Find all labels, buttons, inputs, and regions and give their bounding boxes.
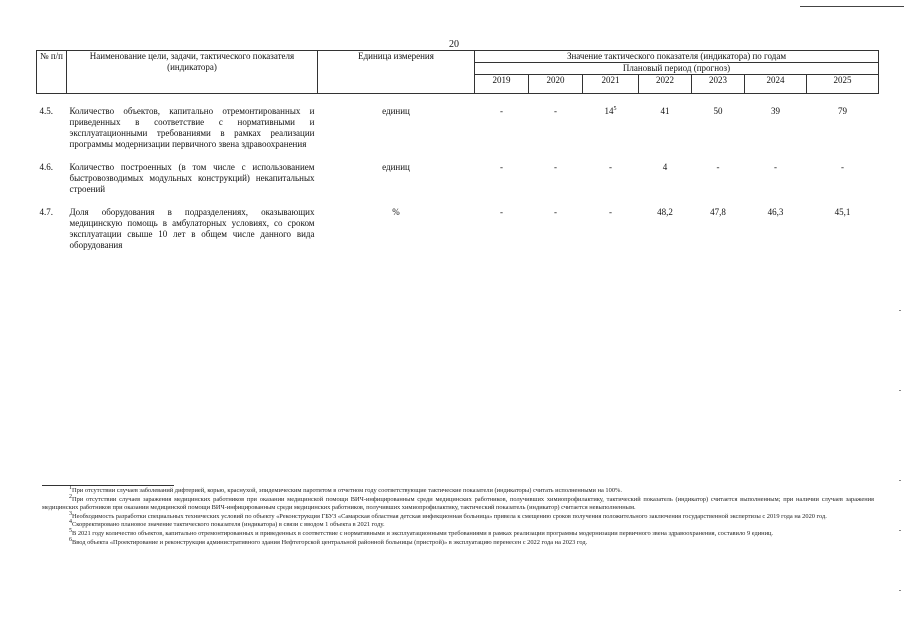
row-value: 50 [713,106,723,116]
row-num: 4.5. [39,106,53,116]
footnote-mark: 2 [69,493,72,500]
row-value: 4 [662,162,668,172]
header-year: 2019 [475,75,529,94]
row-unit: единиц [382,162,410,172]
row-value: - [609,207,612,217]
footnote [42,484,874,496]
footnote-separator [42,485,174,486]
header-year: 2024 [745,75,807,94]
row-unit: единиц [382,106,410,116]
row-num: 4.7. [39,207,53,217]
table-row [37,162,879,195]
row-name: Количество объектов, капитально отремонтированных и приведенных в соответствие с нормативными и эксплуатационными требованиями в рамках реализации программы модернизации первичного звена здравоохранения [69,106,315,149]
scan-margin-marks [891,300,901,620]
footnote [42,493,874,513]
footnote-text: Необходимость разработки специальных технических условий по объекту «Реконструкция ГБУЗ «Самарская областная детская инфекционная больница» привела к смещению сроков получения положительного заключения государственной экспертизы с 2019 года на 2020 год. [72,512,827,520]
header-year: 2023 [692,75,745,94]
footnote-mark: 6 [69,536,72,543]
header-period: Плановый период (прогноз) [475,63,879,75]
row-value: 47,8 [710,207,726,217]
footnote-text: При отсутствии случаев заражения медицинских работников при оказании медицинской помощи ВИЧ-инфицированным среди медицинских работников, получивших химиопрофилактику, тактический показатель (индикатор) считается выполненным; при наличии случаев заражения медицинских работников при оказании медицинской помощи ВИЧ-инфицированным среди медицинских работников, получивших химиопрофилактику, тактический показатель (индикатор) считается невыполненным. [42,495,874,512]
header-year: 2022 [639,75,692,94]
header-row-1 [37,51,879,63]
row-value: - [841,162,844,172]
footnote [42,521,874,530]
footnote-mark: 3 [69,510,72,517]
footnote-text: Скорректировано плановое значение тактического показателя (индикатора) в связи с вводом 1 объекта в 2021 году. [72,521,385,529]
row-value: - [609,162,612,172]
footnote-text: Ввод объекта «Проектирование и реконструкция административного здания Нефтегорской центральной районной больницы (пристрой)» в эксплуатацию перенесен с 2022 года на 2023 год. [72,538,588,546]
row-value: - [554,162,557,172]
footnote-ref: 5 [613,106,617,112]
row-name: Количество построенных (в том числе с использованием быстровозводимых модульных конструкций) некапитальных строений [69,162,315,194]
header-year: 2020 [529,75,583,94]
row-num: 4.6. [39,162,53,172]
footnote-mark: 5 [69,527,72,534]
footnote-text: При отсутствии случаев заболеваний дифтерией, корью, краснухой, эпидемическим паротитом в отчетном году соответствующие тактические показатели (индикаторы) считать исполненными на 100%. [72,487,622,494]
row-value: 48,2 [657,207,673,217]
indicator-table [36,50,879,251]
row-value: - [500,207,503,217]
top-right-rule [800,6,904,7]
row-value: 45,1 [834,207,851,217]
row-value: - [774,162,777,172]
row-value: 39 [771,106,780,116]
row-value: 46,3 [767,207,784,217]
footnote [42,536,874,548]
table-row [37,106,879,150]
table-row [37,207,879,251]
row-value: 41 [660,106,670,116]
header-year: 2025 [807,75,879,94]
header-values-title: Значение тактического показателя (индикатора) по годам [475,51,879,63]
row-value: - [554,106,557,116]
row-value [583,106,639,150]
row-value-text: 14 [604,106,614,116]
footnote-text: В 2021 году количество объектов, капитально отремонтированных и приведенных в соответствие с нормативными и эксплуатационными требованиями в рамках реализации программы модернизации первичного звена здравоохранения, составило 9 единиц. [72,529,774,537]
page-number: 20 [449,39,459,50]
header-year: 2021 [583,75,639,94]
footnote [42,527,874,539]
row-unit: % [392,207,400,217]
footnotes [42,484,874,547]
row-value: - [500,106,503,116]
header-name: Наименование цели, задачи, тактического показателя (индикатора) [67,51,318,94]
row-value: - [554,207,557,217]
header-unit: Единица измерения [318,51,475,94]
footnote-mark: 1 [69,484,72,491]
row-value: 79 [838,106,847,116]
row-value: - [716,162,720,172]
header-num: № п/п [37,51,67,94]
row-name: Доля оборудования в подразделениях, оказывающих медицинскую помощь в амбулаторных условиях, со сроком эксплуатации свыше 10 лет в общем числе данного вида оборудования [69,207,315,250]
footnote-mark: 4 [69,519,72,526]
row-value: - [500,162,503,172]
